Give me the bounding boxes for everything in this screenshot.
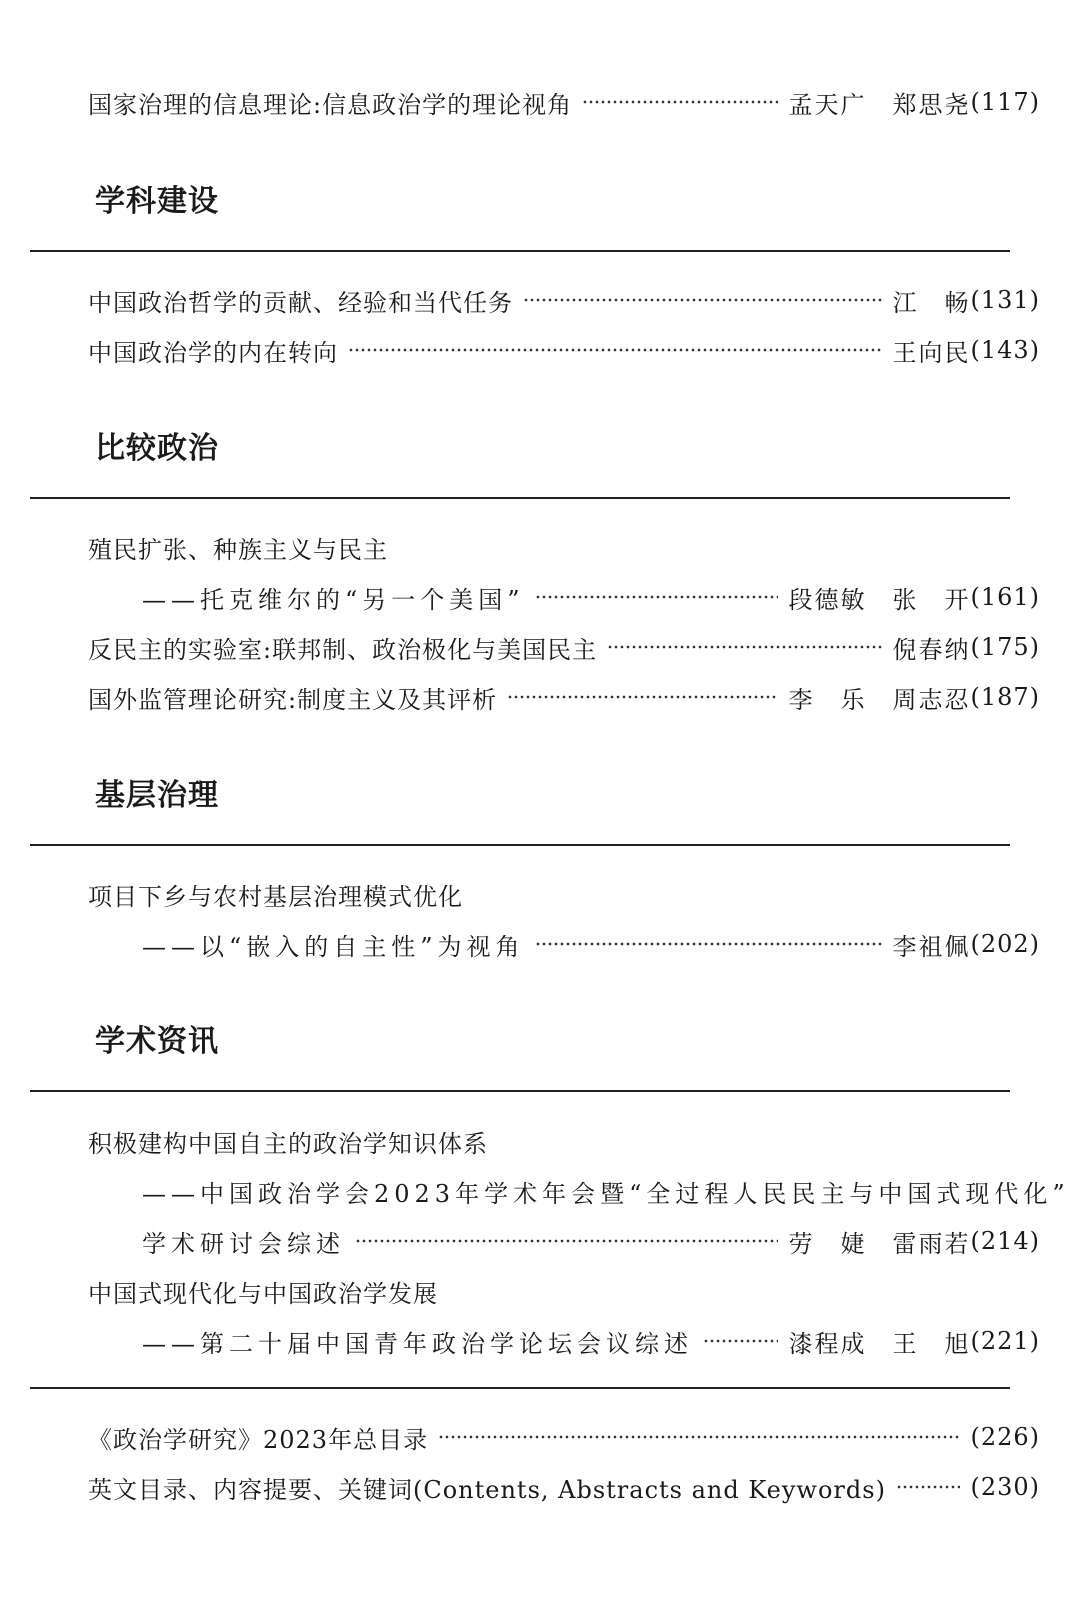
toc-entry-title-line[interactable] xyxy=(88,1121,1040,1161)
entry-subtitle: ——第二十届中国青年政治学论坛会议综述 xyxy=(142,1329,693,1358)
section-heading: 学科建设 xyxy=(95,184,219,219)
toc-entry[interactable] xyxy=(142,1221,1040,1261)
toc-entry[interactable] xyxy=(88,280,1040,320)
entry-page-number: (131) xyxy=(970,286,1040,314)
entry-page-number: (221) xyxy=(970,1327,1040,1355)
entry-title: 殖民扩张、种族主义与民主 xyxy=(88,535,388,564)
section-divider xyxy=(30,250,1010,252)
entry-authors: 王向民 xyxy=(892,338,971,367)
entry-authors: 倪春纳 xyxy=(892,635,971,664)
toc-entry[interactable] xyxy=(88,627,1040,667)
entry-title: 《政治学研究》2023年总目录 xyxy=(88,1425,429,1454)
dot-leader xyxy=(896,1482,961,1492)
toc-entry-title-line[interactable] xyxy=(88,1271,1040,1311)
dot-leader xyxy=(607,642,882,652)
entry-title: 国家治理的信息理论:信息政治学的理论视角 xyxy=(88,90,573,119)
entry-title: 项目下乡与农村基层治理模式优化 xyxy=(88,882,463,911)
entry-title: 反民主的实验室:联邦制、政治极化与美国民主 xyxy=(88,635,598,664)
entry-page-number: (214) xyxy=(970,1227,1040,1255)
section-heading: 学术资讯 xyxy=(95,1024,219,1059)
dot-leader xyxy=(523,295,882,305)
entry-authors: 江 畅 xyxy=(892,288,971,317)
toc-entry-title-line[interactable] xyxy=(88,527,1040,567)
entry-title: 中国政治学的内在转向 xyxy=(88,338,338,367)
entry-page-number: (187) xyxy=(970,683,1040,711)
section-divider xyxy=(30,844,1010,846)
toc-entry[interactable] xyxy=(142,1321,1040,1361)
section-heading: 比较政治 xyxy=(95,431,219,466)
dot-leader xyxy=(535,939,883,949)
dot-leader xyxy=(438,1432,960,1442)
entry-authors: 劳 婕 雷雨若 xyxy=(788,1229,971,1258)
dot-leader xyxy=(535,592,779,602)
toc-entry[interactable] xyxy=(88,82,1040,122)
entry-title: 国外监管理论研究:制度主义及其评析 xyxy=(88,685,498,714)
toc-entry[interactable] xyxy=(88,1467,1040,1507)
entry-subtitle: ——托克维尔的“另一个美国” xyxy=(142,585,525,614)
entry-page-number: (226) xyxy=(970,1423,1040,1451)
entry-authors: 李 乐 周志忍 xyxy=(788,685,971,714)
toc-entry[interactable] xyxy=(88,1417,1040,1457)
entry-subtitle: ——以“嵌入的自主性”为视角 xyxy=(142,932,525,961)
toc-entry[interactable] xyxy=(142,924,1040,964)
entry-page-number: (175) xyxy=(970,633,1040,661)
entry-authors: 段德敏 张 开 xyxy=(788,585,971,614)
entry-authors: 李祖佩 xyxy=(892,932,971,961)
section-heading: 基层治理 xyxy=(95,778,219,813)
entry-page-number: (230) xyxy=(970,1473,1040,1501)
entry-page-number: (161) xyxy=(970,583,1040,611)
entry-page-number: (202) xyxy=(970,930,1040,958)
dot-leader xyxy=(582,97,778,107)
toc-entry[interactable] xyxy=(142,577,1040,617)
entry-page-number: (143) xyxy=(970,336,1040,364)
entry-authors: 孟天广 郑思尧 xyxy=(788,90,971,119)
dot-leader xyxy=(507,692,778,702)
entry-subtitle: ——中国政治学会2023年学术年会暨“全过程人民民主与中国式现代化” xyxy=(142,1179,1070,1208)
toc-entry-title-line[interactable] xyxy=(88,874,1040,914)
entry-authors: 漆程成 王 旭 xyxy=(788,1329,971,1358)
section-divider xyxy=(30,1387,1010,1389)
dot-leader xyxy=(703,1336,778,1346)
dot-leader xyxy=(355,1236,778,1246)
entry-title: 中国式现代化与中国政治学发展 xyxy=(88,1279,438,1308)
section-divider xyxy=(30,497,1010,499)
entry-title: 积极建构中国自主的政治学知识体系 xyxy=(88,1129,488,1158)
dot-leader xyxy=(348,345,882,355)
toc-entry[interactable] xyxy=(88,330,1040,370)
section-divider xyxy=(30,1090,1010,1092)
entry-title: 中国政治哲学的贡献、经验和当代任务 xyxy=(88,288,513,317)
toc-entry-subtitle-line xyxy=(142,1171,1070,1211)
entry-title: 英文目录、内容提要、关键词(Contents, Abstracts and Keywords) xyxy=(88,1475,886,1504)
entry-subtitle-continued: 学术研讨会综述 xyxy=(142,1229,345,1258)
entry-page-number: (117) xyxy=(970,88,1040,116)
toc-entry[interactable] xyxy=(88,677,1040,717)
